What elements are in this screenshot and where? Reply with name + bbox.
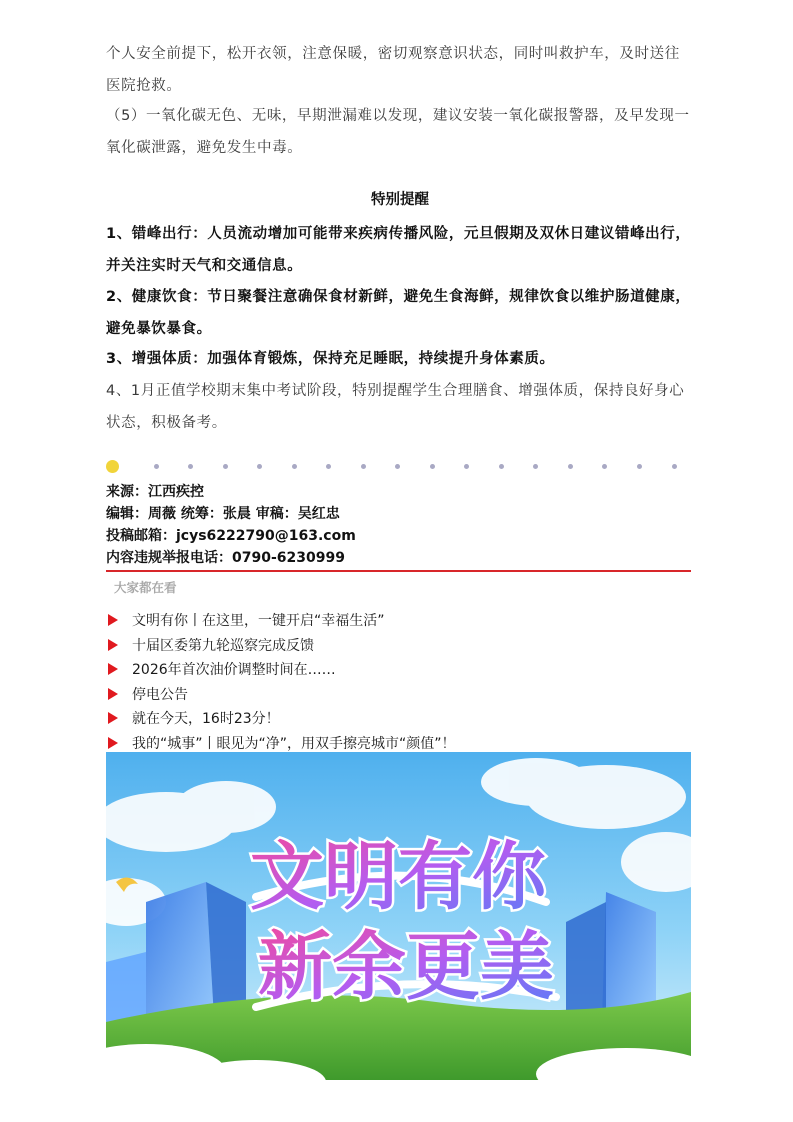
divider-dot: [223, 464, 228, 469]
triangle-bullet-icon: [108, 712, 118, 724]
related-link[interactable]: [106, 657, 696, 682]
divider-dot: [154, 464, 159, 469]
divider-dot: [188, 464, 193, 469]
divider-dot: [361, 464, 366, 469]
related-link-text: 就在今天，16时23分！: [132, 711, 280, 728]
triangle-bullet-icon: [108, 737, 118, 749]
triangle-bullet-icon: [108, 639, 118, 651]
related-link[interactable]: [106, 633, 696, 658]
reminder-item-1: 1、错峰出行：人员流动增加可能带来疾病传播风险，元旦假期及双休日建议错峰出行，并关注实时天气和交通信息。: [106, 226, 691, 274]
triangle-bullet-icon: [108, 614, 118, 626]
divider-dot: [257, 464, 262, 469]
related-link-text: 我的“城事”丨眼见为“净”，用双手擦亮城市“颜值”！: [132, 735, 456, 752]
credit-phone: 内容违规举报电话：0790-6230999: [106, 550, 345, 566]
divider-dot: [395, 464, 400, 469]
divider-dot: [292, 464, 297, 469]
credit-editors: 编辑：周薇 统筹：张晨 审稿：吴红忠: [106, 506, 340, 522]
related-link-text: 文明有你丨在这里，一键开启“幸福生活”: [132, 613, 385, 630]
paragraph-first-aid: 个人安全前提下，松开衣领，注意保暖，密切观察意识状态，同时叫救护车，及时送往医院抢救。: [106, 46, 680, 94]
related-link[interactable]: [106, 608, 696, 633]
related-link-text: 停电公告: [132, 686, 188, 703]
related-links-list: [106, 608, 696, 755]
credit-email: 投稿邮箱：jcys6222790@163.com: [106, 528, 356, 544]
section-divider: [106, 570, 691, 572]
banner-title-line2: 新余更美: [258, 924, 554, 1010]
credit-source: 来源：江西疾控: [106, 484, 204, 500]
divider-dot: [533, 464, 538, 469]
reminder-item-2: 2、健康饮食：节日聚餐注意确保食材新鲜，避免生食海鲜，规律饮食以维护肠道健康，避免暴饮暴食。: [106, 289, 691, 337]
divider-dot-highlight: [106, 460, 119, 473]
related-link-text: 2026年首次油价调整时间在……: [132, 662, 336, 679]
paragraph-co-warning: （5）一氧化碳无色、无味，早期泄漏难以发现，建议安装一氧化碳报警器，及早发现一氧化碳泄露，避免发生中毒。: [106, 108, 690, 156]
divider-dot: [326, 464, 331, 469]
divider-dot: [464, 464, 469, 469]
dot-divider: [112, 460, 692, 474]
triangle-bullet-icon: [108, 688, 118, 700]
divider-dot: [637, 464, 642, 469]
triangle-bullet-icon: [108, 663, 118, 675]
divider-dot: [430, 464, 435, 469]
related-link-text: 十届区委第九轮巡察完成反馈: [132, 637, 314, 654]
related-section-label: 大家都在看: [114, 580, 177, 595]
special-reminder-title: 特别提醒: [371, 192, 429, 208]
divider-dot: [499, 464, 504, 469]
divider-dot: [568, 464, 573, 469]
related-link[interactable]: [106, 706, 696, 731]
divider-dot: [672, 464, 677, 469]
banner-title-line1: 文明有你: [250, 834, 546, 920]
civilization-banner[interactable]: [106, 752, 691, 1080]
divider-dot: [602, 464, 607, 469]
banner-illustration: [106, 752, 691, 1080]
related-link[interactable]: [106, 682, 696, 707]
reminder-item-4: 4、1月正值学校期末集中考试阶段，特别提醒学生合理膳食、增强体质，保持良好身心状态，积极备考。: [106, 383, 685, 431]
reminder-item-3: 3、增强体质：加强体育锻炼，保持充足睡眠，持续提升身体素质。: [106, 351, 555, 367]
